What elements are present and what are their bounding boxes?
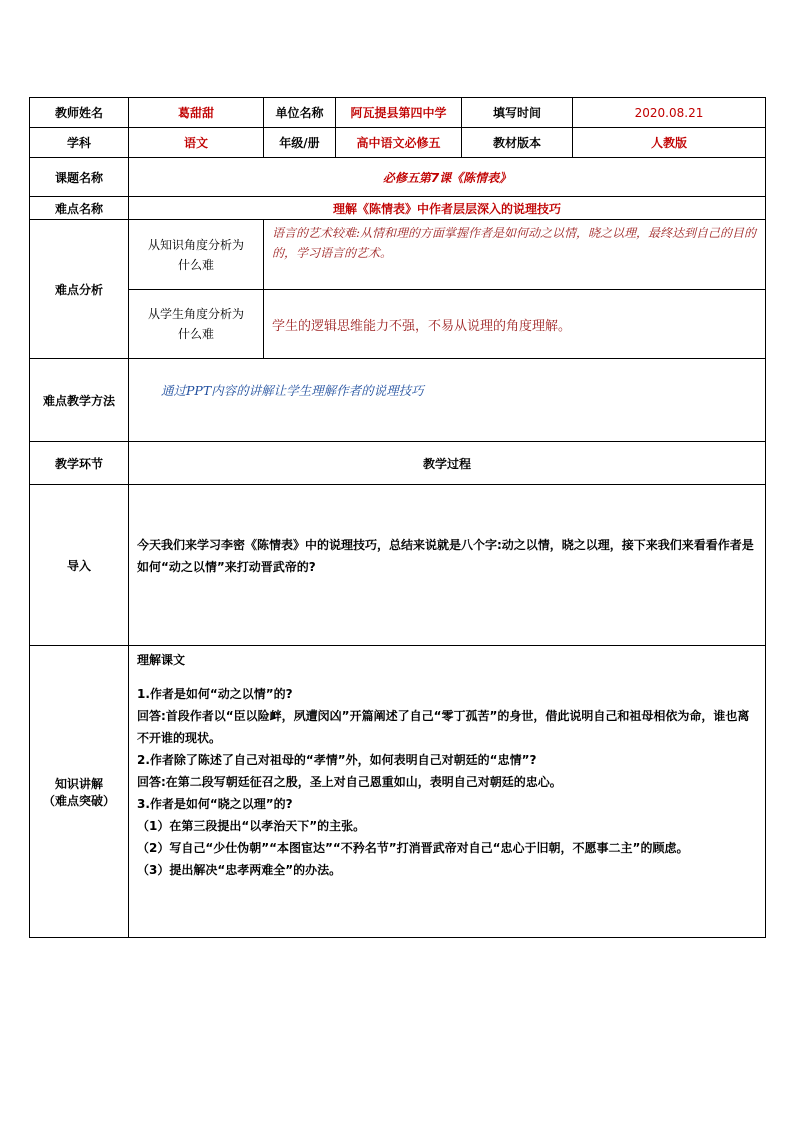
knowledge-line: （1）在第三段提出“以孝治天下”的主张。 [137,819,366,833]
date-label: 填写时间 [462,98,573,128]
analysis-row-knowledge [30,220,766,290]
knowledge-angle-text: 语言的艺术较难:从情和理的方面掌握作者是如何动之以情，晓之以理，最终达到自己的目的的，学习语言的艺术。 [272,226,757,260]
student-angle-cell [129,290,264,359]
intro-label: 导入 [30,485,129,646]
difficulty-label: 难点名称 [30,197,129,220]
knowledge-row [30,646,766,938]
intro-text: 今天我们来学习李密《陈情表》中的说理技巧，总结来说就是八个字:动之以情，晓之以理，接下来我们来看看作者是如何“动之以情”来打动晋武帝的? [137,538,754,574]
analysis-label: 难点分析 [30,220,129,359]
student-angle-text: 学生的逻辑思维能力不强，不易从说理的角度理解。 [264,290,766,359]
method-label: 难点教学方法 [30,359,129,442]
lesson-row [30,158,766,197]
lesson-value: 必修五第7课《陈情表》 [129,158,766,197]
header-row-2 [30,128,766,158]
knowledge-line: （2）写自己“少仕伪朝”“本图宦达”“不矜名节”打消晋武帝对自己“忠心于旧朝，不愿事二主”的顾虑。 [137,841,689,855]
intro-text-cell [129,485,766,646]
knowledge-content-cell [129,646,766,938]
intro-row [30,485,766,646]
knowledge-label-line2: （难点突破） [42,793,115,808]
method-text-cell [129,359,766,442]
knowledge-angle-text-cell [264,220,766,290]
unit-label: 单位名称 [264,98,336,128]
knowledge-title: 理解课文 [137,653,186,667]
knowledge-line: 1.作者是如何“动之以情”的? [137,687,293,701]
date-value: 2020.08.21 [573,98,766,128]
grade-value: 高中语文必修五 [336,128,462,158]
knowledge-label-line1: 知识讲解 [54,776,103,791]
knowledge-line: 回答:首段作者以“臣以险衅，夙遭闵凶”开篇阐述了自己“零丁孤苦”的身世，借此说明自己和祖母相依为命，谁也离不开谁的现状。 [137,709,750,745]
edition-value: 人教版 [573,128,766,158]
knowledge-line: 3.作者是如何“晓之以理”的? [137,797,293,811]
knowledge-angle-label: 从知识角度分析为什么难 [147,237,244,272]
knowledge-line: 2.作者除了陈述了自己对祖母的“孝情”外，如何表明自己对朝廷的“忠情”? [137,753,537,767]
knowledge-line: 回答:在第二段写朝廷征召之殷，圣上对自己恩重如山，表明自己对朝廷的忠心。 [137,775,562,789]
subject-value: 语文 [129,128,264,158]
teacher-label: 教师姓名 [30,98,129,128]
knowledge-label-cell [30,646,129,938]
student-angle-label: 从学生角度分析为什么难 [147,307,244,341]
analysis-row-student [30,290,766,359]
unit-value: 阿瓦提县第四中学 [336,98,462,128]
difficulty-value: 理解《陈情表》中作者层层深入的说理技巧 [129,197,766,220]
stage-label: 教学环节 [30,442,129,485]
difficulty-row [30,197,766,220]
grade-label: 年级/册 [264,128,336,158]
header-row-1 [30,98,766,128]
process-header-row [30,442,766,485]
lesson-plan-table [29,97,766,938]
edition-label: 教材版本 [462,128,573,158]
knowledge-line: （3）提出解决“忠孝两难全”的办法。 [137,863,342,877]
subject-label: 学科 [30,128,129,158]
teacher-value: 葛甜甜 [129,98,264,128]
method-row [30,359,766,442]
process-label: 教学过程 [129,442,766,485]
method-text: 通过PPT内容的讲解让学生理解作者的说理技巧 [161,383,424,398]
lesson-label: 课题名称 [30,158,129,197]
knowledge-angle-cell [129,220,264,290]
